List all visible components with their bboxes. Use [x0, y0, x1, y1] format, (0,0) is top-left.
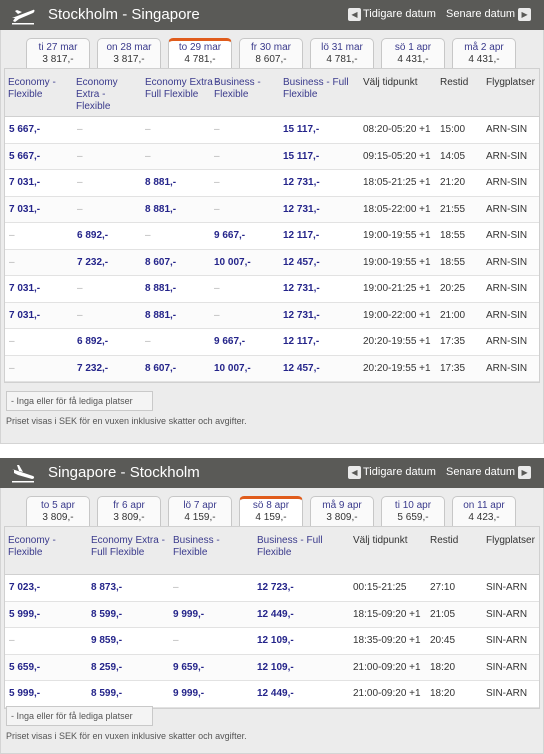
tab-price: 4 159,-	[255, 512, 287, 523]
airports: ARN-SIN	[486, 256, 528, 268]
fare-price[interactable]: 8 881,-	[145, 203, 177, 215]
departure-arrival-time: 18:05-22:00 +1	[363, 203, 431, 215]
fare-price[interactable]: 5 667,-	[9, 124, 41, 135]
date-tab[interactable]	[381, 496, 445, 526]
airplane-arrival-icon	[10, 461, 36, 483]
fare-price[interactable]: 8 607,-	[145, 362, 177, 374]
tab-price: 4 781,-	[184, 54, 216, 65]
return-section	[0, 458, 544, 754]
fare-price[interactable]: 5 667,-	[9, 150, 41, 162]
travel-time: 21:05	[430, 608, 456, 620]
airports: SIN-ARN	[486, 688, 528, 699]
later-dates-label: Senare datum	[446, 466, 516, 478]
date-tab[interactable]	[310, 38, 374, 68]
unavailable-price: –	[9, 336, 15, 347]
unavailable-price: –	[77, 150, 83, 162]
fare-price[interactable]: 8 873,-	[91, 582, 123, 593]
flight-row	[5, 655, 539, 682]
fare-price[interactable]: 8 599,-	[91, 608, 123, 620]
fare-price[interactable]: 12 109,-	[257, 661, 294, 673]
flight-row	[5, 223, 539, 250]
unavailable-price: –	[145, 336, 151, 347]
date-tab[interactable]	[26, 38, 90, 68]
travel-time: 17:35	[440, 336, 466, 347]
flight-row	[5, 276, 539, 303]
fare-price[interactable]: 8 881,-	[145, 309, 177, 321]
tab-price: 3 817,-	[42, 54, 74, 65]
tab-date: to 29 mar	[178, 42, 222, 53]
column-header[interactable]: Business - Full Flexible	[283, 77, 349, 100]
tab-price: 3 809,-	[326, 512, 358, 523]
travel-time: 14:05	[440, 150, 466, 162]
airports: ARN-SIN	[486, 124, 528, 135]
tab-date: on 28 mar	[106, 42, 152, 53]
tab-price: 4 159,-	[184, 512, 216, 523]
flight-row	[5, 356, 539, 383]
flight-row	[5, 197, 539, 224]
later-dates-label: Senare datum	[446, 8, 516, 20]
column-header[interactable]: Economy Extra - Flexible	[76, 77, 118, 112]
column-header[interactable]: Business - Full Flexible	[257, 535, 323, 558]
fare-price[interactable]: 7 023,-	[9, 582, 41, 593]
outbound-header	[0, 0, 544, 30]
airports: ARN-SIN	[486, 362, 528, 374]
return-flights-table	[4, 526, 540, 709]
tab-date: on 11 apr	[463, 500, 505, 511]
airports: ARN-SIN	[486, 177, 528, 188]
fare-price[interactable]: 12 731,-	[283, 283, 320, 294]
unavailable-price: –	[77, 283, 83, 294]
departure-arrival-time: 19:00-21:25 +1	[363, 283, 431, 294]
airports: SIN-ARN	[486, 582, 528, 593]
departure-arrival-time: 08:20-05:20 +1	[363, 124, 431, 135]
unavailable-price: –	[9, 635, 15, 646]
departure-arrival-time: 18:15-09:20 +1	[353, 608, 421, 620]
fare-price[interactable]: 12 117,-	[283, 336, 320, 347]
unavailable-price: –	[145, 150, 151, 162]
fare-price[interactable]: 15 117,-	[283, 150, 320, 162]
later-dates-button[interactable]	[446, 8, 531, 21]
travel-time: 18:55	[440, 256, 466, 268]
no-seats-legend: - Inga eller för få lediga platser	[6, 391, 153, 411]
travel-time: 21:00	[440, 309, 466, 321]
table-body	[5, 575, 539, 708]
tab-price: 4 431,-	[397, 54, 429, 65]
travel-time: 17:35	[440, 362, 466, 374]
column-header: Flygplatser	[486, 535, 535, 546]
departure-arrival-time: 00:15-21:25	[353, 582, 407, 593]
fare-price[interactable]: 8 881,-	[145, 283, 177, 294]
date-tab[interactable]	[452, 38, 516, 68]
fare-price[interactable]: 8 607,-	[145, 256, 177, 268]
tab-price: 4 781,-	[326, 54, 358, 65]
date-tab[interactable]	[381, 38, 445, 68]
tab-price: 5 659,-	[397, 512, 429, 523]
fare-price[interactable]: 8 881,-	[145, 177, 177, 188]
no-seats-legend: - Inga eller för få lediga platser	[6, 706, 153, 726]
date-tab-selected[interactable]	[239, 496, 303, 527]
arrow-left-icon: ◀	[348, 8, 361, 21]
airports: ARN-SIN	[486, 150, 528, 162]
tab-date: lö 7 apr	[183, 500, 217, 511]
fare-price[interactable]: 12 117,-	[283, 230, 320, 241]
travel-time: 21:20	[440, 177, 466, 188]
earlier-dates-label: Tidigare datum	[363, 8, 436, 20]
tab-date: lö 31 mar	[321, 42, 363, 53]
unavailable-price: –	[173, 635, 179, 646]
tab-price: 3 817,-	[113, 54, 145, 65]
airports: SIN-ARN	[486, 661, 528, 673]
route-title: Singapore - Stockholm	[48, 464, 200, 481]
fare-price[interactable]: 5 999,-	[9, 608, 41, 620]
fare-price[interactable]: 9 999,-	[173, 688, 205, 699]
flight-row	[5, 602, 539, 629]
airports: ARN-SIN	[486, 203, 528, 215]
fare-price[interactable]: 12 457,-	[283, 362, 320, 374]
price-note: Priset visas i SEK för en vuxen inklusive skatter och avgifter.	[6, 731, 247, 741]
table-body	[5, 117, 539, 382]
fare-price[interactable]: 9 659,-	[173, 661, 205, 673]
unavailable-price: –	[214, 283, 220, 294]
fare-price[interactable]: 12 449,-	[257, 608, 294, 620]
fare-price[interactable]: 6 892,-	[77, 336, 109, 347]
arrow-right-icon: ▶	[518, 466, 531, 479]
fare-price[interactable]: 12 109,-	[257, 635, 294, 646]
date-tab[interactable]	[168, 496, 232, 526]
airports: ARN-SIN	[486, 230, 528, 241]
date-tab[interactable]	[97, 38, 161, 68]
fare-price[interactable]: 12 731,-	[283, 309, 320, 321]
date-tab[interactable]	[26, 496, 90, 526]
date-tab[interactable]	[239, 38, 303, 68]
date-tab[interactable]	[97, 496, 161, 526]
fare-price[interactable]: 12 723,-	[257, 582, 294, 593]
departure-arrival-time: 18:35-09:20 +1	[353, 635, 421, 646]
travel-time: 18:55	[440, 230, 466, 241]
unavailable-price: –	[9, 256, 15, 268]
unavailable-price: –	[145, 230, 151, 241]
unavailable-price: –	[214, 309, 220, 321]
airports: SIN-ARN	[486, 608, 528, 620]
departure-arrival-time: 20:20-19:55 +1	[363, 362, 431, 374]
unavailable-price: –	[145, 124, 151, 135]
fare-price[interactable]: 9 667,-	[214, 336, 246, 347]
column-header: Flygplatser	[486, 77, 535, 88]
column-header[interactable]: Economy - Flexible	[8, 535, 56, 558]
unavailable-price: –	[77, 309, 83, 321]
fare-price[interactable]: 7 232,-	[77, 256, 109, 268]
table-header	[5, 69, 539, 117]
tab-price: 4 423,-	[468, 512, 500, 523]
arrow-right-icon: ▶	[518, 8, 531, 21]
fare-price[interactable]: 8 599,-	[91, 688, 123, 699]
date-tab-selected[interactable]	[168, 38, 232, 69]
column-header[interactable]: Business - Flexible	[214, 77, 261, 100]
flight-row	[5, 329, 539, 356]
fare-price[interactable]: 9 999,-	[173, 608, 205, 620]
fare-price[interactable]: 12 457,-	[283, 256, 320, 268]
travel-time: 15:00	[440, 124, 466, 135]
unavailable-price: –	[173, 582, 179, 593]
travel-time: 18:20	[430, 688, 456, 699]
departure-arrival-time: 18:05-21:25 +1	[363, 177, 431, 188]
outbound-flights-table	[4, 68, 540, 383]
column-header[interactable]: Economy Extra - Full Flexible	[145, 77, 219, 100]
earlier-dates-button[interactable]	[348, 466, 436, 479]
unavailable-price: –	[77, 177, 83, 188]
column-header[interactable]: Economy Extra - Full Flexible	[91, 535, 165, 558]
flight-row	[5, 681, 539, 708]
airports: ARN-SIN	[486, 309, 528, 321]
tab-date: må 9 apr	[322, 500, 362, 511]
later-dates-button[interactable]	[446, 466, 531, 479]
fare-price[interactable]: 6 892,-	[77, 230, 109, 241]
airplane-departure-icon	[10, 3, 36, 25]
flight-row	[5, 303, 539, 330]
fare-price[interactable]: 5 659,-	[9, 661, 41, 673]
fare-price[interactable]: 15 117,-	[283, 124, 320, 135]
tab-date: sö 1 apr	[394, 42, 432, 53]
tab-date: fr 6 apr	[113, 500, 145, 511]
airports: ARN-SIN	[486, 283, 528, 294]
fare-price[interactable]: 7 031,-	[9, 177, 41, 188]
route-title: Stockholm - Singapore	[48, 6, 200, 23]
flight-row	[5, 117, 539, 144]
fare-price[interactable]: 7 232,-	[77, 362, 109, 374]
fare-price[interactable]: 9 667,-	[214, 230, 246, 241]
unavailable-price: –	[214, 150, 220, 162]
fare-price[interactable]: 7 031,-	[9, 283, 41, 294]
earlier-dates-button[interactable]	[348, 8, 436, 21]
flight-row	[5, 170, 539, 197]
return-header	[0, 458, 544, 488]
unavailable-price: –	[9, 230, 15, 241]
tab-date: må 2 apr	[464, 42, 504, 53]
price-note: Priset visas i SEK för en vuxen inklusive skatter och avgifter.	[6, 416, 247, 426]
fare-price[interactable]: 10 007,-	[214, 362, 251, 374]
tab-price: 3 809,-	[42, 512, 74, 523]
airports: SIN-ARN	[486, 635, 528, 646]
flight-row	[5, 628, 539, 655]
departure-arrival-time: 09:15-05:20 +1	[363, 150, 431, 162]
arrow-left-icon: ◀	[348, 466, 361, 479]
tab-date: ti 27 mar	[38, 42, 78, 53]
departure-arrival-time: 19:00-19:55 +1	[363, 256, 431, 268]
fare-price[interactable]: 12 731,-	[283, 203, 320, 215]
table-header	[5, 527, 539, 575]
departure-arrival-time: 21:00-09:20 +1	[353, 661, 421, 673]
fare-price[interactable]: 12 731,-	[283, 177, 320, 188]
departure-arrival-time: 20:20-19:55 +1	[363, 336, 431, 347]
earlier-dates-label: Tidigare datum	[363, 466, 436, 478]
tab-price: 8 607,-	[255, 54, 287, 65]
fare-price[interactable]: 10 007,-	[214, 256, 251, 268]
column-header: Välj tidpunkt	[363, 77, 418, 88]
tab-date: fr 30 mar	[250, 42, 291, 53]
flight-row	[5, 250, 539, 277]
unavailable-price: –	[77, 124, 83, 135]
travel-time: 27:10	[430, 582, 456, 593]
departure-arrival-time: 19:00-19:55 +1	[363, 230, 431, 241]
departure-arrival-time: 21:00-09:20 +1	[353, 688, 421, 699]
flight-row	[5, 144, 539, 171]
departure-arrival-time: 19:00-22:00 +1	[363, 309, 431, 321]
fare-price[interactable]: 8 259,-	[91, 661, 123, 673]
column-header: Restid	[430, 535, 459, 546]
unavailable-price: –	[77, 203, 83, 215]
travel-time: 20:25	[440, 283, 466, 294]
fare-price[interactable]: 7 031,-	[9, 309, 41, 321]
fare-price[interactable]: 12 449,-	[257, 688, 294, 699]
fare-price[interactable]: 9 859,-	[91, 635, 123, 646]
date-tab[interactable]	[310, 496, 374, 526]
column-header: Välj tidpunkt	[353, 535, 408, 546]
travel-time: 21:55	[440, 203, 466, 215]
unavailable-price: –	[9, 362, 15, 374]
unavailable-price: –	[214, 177, 220, 188]
tab-date: ti 10 apr	[394, 500, 432, 511]
travel-time: 20:45	[430, 635, 456, 646]
tab-price: 4 431,-	[468, 54, 500, 65]
column-header: Restid	[440, 77, 469, 88]
tab-date: sö 8 apr	[252, 500, 290, 511]
travel-time: 18:20	[430, 661, 456, 673]
fare-price[interactable]: 7 031,-	[9, 203, 41, 215]
unavailable-price: –	[214, 124, 220, 135]
flight-row	[5, 575, 539, 602]
column-header[interactable]: Economy - Flexible	[8, 77, 56, 100]
column-header[interactable]: Business - Flexible	[173, 535, 220, 558]
date-tab[interactable]	[452, 496, 516, 526]
tab-date: to 5 apr	[41, 500, 75, 511]
unavailable-price: –	[214, 203, 220, 215]
airports: ARN-SIN	[486, 336, 528, 347]
tab-price: 3 809,-	[113, 512, 145, 523]
fare-price[interactable]: 5 999,-	[9, 688, 41, 699]
